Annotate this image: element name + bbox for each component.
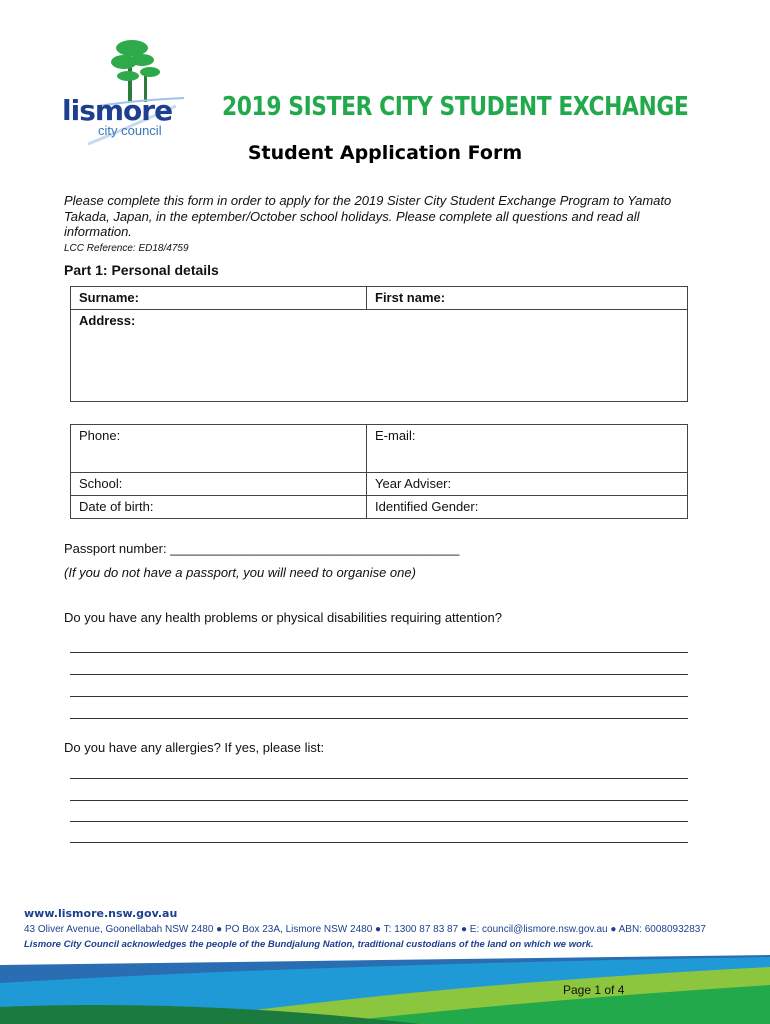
phone-label: Phone: bbox=[79, 428, 121, 443]
gender-label: Identified Gender: bbox=[375, 499, 479, 514]
address-label: Address: bbox=[79, 313, 136, 328]
logo-subtitle: city council bbox=[98, 123, 162, 138]
school-label: School: bbox=[79, 476, 123, 491]
intro-text: Please complete this form in order to apply for the 2019 Sister City Student Exchange Program to Yamato Takada, Japan, in the eptember/October school holidays. Please complete all questions and read all information. bbox=[64, 193, 672, 239]
footer-website-link[interactable]: www.lismore.nsw.gov.au bbox=[24, 907, 178, 920]
reference-number: LCC Reference: ED18/4759 bbox=[64, 243, 189, 254]
passport-number-field[interactable]: Passport number: ________________________________________ bbox=[64, 541, 460, 556]
footer-contact: 43 Oliver Avenue, Goonellabah NSW 2480 ● PO Box 23A, Lismore NSW 2480 ● T: 1300 87 83 87 ● E: council@lismore.nsw.gov.au ● ABN: 60080932837 bbox=[24, 924, 706, 935]
allergies-answer-line[interactable] bbox=[70, 842, 688, 843]
health-answer-line[interactable] bbox=[70, 718, 688, 719]
dob-field[interactable] bbox=[71, 496, 367, 519]
email-field[interactable] bbox=[367, 425, 688, 473]
dob-label: Date of birth: bbox=[79, 499, 154, 514]
surname-field[interactable] bbox=[71, 287, 367, 310]
year-adviser-field[interactable] bbox=[367, 473, 688, 496]
allergies-answer-line[interactable] bbox=[70, 778, 688, 779]
allergies-answer-line[interactable] bbox=[70, 821, 688, 822]
year-adviser-label: Year Adviser: bbox=[375, 476, 452, 491]
personal-details-table bbox=[70, 286, 688, 402]
passport-note: (If you do not have a passport, you will need to organise one) bbox=[64, 565, 416, 580]
footer-wave-decoration bbox=[0, 955, 770, 1024]
surname-label: Surname: bbox=[79, 290, 139, 305]
health-question: Do you have any health problems or physical disabilities requiring attention? bbox=[64, 610, 502, 625]
program-banner: 2019 SISTER CITY STUDENT EXCHANGE bbox=[222, 92, 689, 122]
allergies-question: Do you have any allergies? If yes, please list: bbox=[64, 740, 325, 755]
email-label: E-mail: bbox=[375, 428, 416, 443]
health-answer-line[interactable] bbox=[70, 652, 688, 653]
gender-field[interactable] bbox=[367, 496, 688, 519]
address-field[interactable] bbox=[71, 310, 688, 402]
part1-heading: Part 1: Personal details bbox=[64, 262, 219, 278]
school-field[interactable] bbox=[71, 473, 367, 496]
allergies-answer-line[interactable] bbox=[70, 800, 688, 801]
phone-field[interactable] bbox=[71, 425, 367, 473]
contact-details-table bbox=[70, 424, 688, 519]
first-name-label: First name: bbox=[375, 290, 446, 305]
health-answer-line[interactable] bbox=[70, 674, 688, 675]
page-number: Page 1 of 4 bbox=[563, 983, 625, 997]
logo-wordmark: lismore bbox=[62, 94, 173, 127]
health-answer-line[interactable] bbox=[70, 696, 688, 697]
form-title: Student Application Form bbox=[247, 142, 523, 164]
footer-acknowledgement: Lismore City Council acknowledges the people of the Bundjalung Nation, traditional custodians of the land on which we work. bbox=[24, 939, 594, 950]
first-name-field[interactable] bbox=[367, 287, 688, 310]
